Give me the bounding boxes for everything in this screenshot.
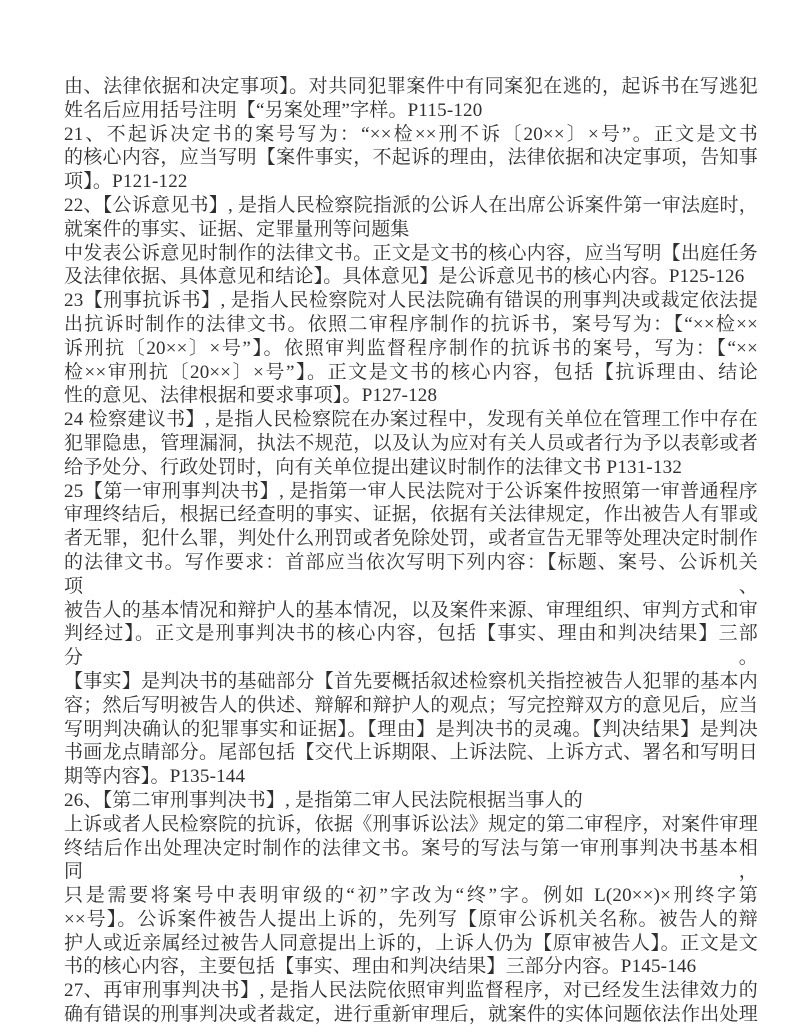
text-line: 24 检察建议书】, 是指人民检察院在办案过程中，发现有关单位在管理工作中存在 — [64, 409, 758, 431]
text-line: 由、法律依据和决定事项】。对共同犯罪案件中有同案犯在逃的，起诉书在写逃犯 — [64, 76, 758, 97]
text-line: 姓名后应用括号注明【“另案处理”字样。P115-120 — [64, 99, 483, 121]
text-line: 给予处分、行政处罚时，向有关单位提出建议时制作的法律文书 P131-132 — [64, 456, 683, 478]
text-line: 审理终结后，根据已经查明的事实、证据，依据有关法律规定，作出被告人有罪或 — [64, 504, 758, 526]
text-line: 项】。P121-122 — [64, 171, 188, 193]
text-line: 判经过】。正文是刑事判决书的核心内容，包括【事实、理由和判决结果】三部分。 — [64, 623, 758, 669]
text-line: 23【刑事抗诉书】, 是指人民检察院对人民法院确有错误的刑事判决或裁定依法提 — [64, 290, 758, 312]
document-page — [64, 75, 758, 1027]
text-line: 25【第一审刑事判决书】, 是指第一审人民法院对于公诉案件按照第一审普通程序 — [64, 480, 758, 502]
text-line: 的核心内容，应当写明【案件事实，不起诉的理由，法律依据和决定事项，告知事 — [64, 147, 758, 169]
text-line: 诉刑抗〔20××〕×号”】。依照审判监督程序制作的抗诉书的案号，写为：【“×× — [64, 337, 758, 359]
text-line: 就案件的事实、证据、定罪量刑等问题集 — [64, 218, 410, 240]
text-line: 上诉或者人民检察院的抗诉，依据《刑事诉讼法》规定的第二审程序，对案件审理 — [64, 813, 758, 835]
text-line: 书画龙点睛部分。尾部包括【交代上诉期限、上诉法院、上诉方式、署名和写明日 — [64, 742, 758, 764]
text-line: 21、不起诉决定书的案号写为：“××检××刑不诉〔20××〕×号”。正文是文书 — [64, 123, 758, 145]
text-line: 检××审刑抗〔20××〕×号”】。正文是文书的核心内容，包括【抗诉理由、结论 — [64, 361, 758, 383]
text-line: 确有错误的刑事判决或者裁定，进行重新审理后，就案件的实体问题依法作出处理 — [64, 1004, 758, 1026]
text-line: 者无罪，犯什么罪，判处什么刑罚或者免除处罚，或者宣告无罪等处理决定时制作 — [64, 528, 758, 550]
text-line: 26、【第二审刑事判决书】, 是指第二审人民法院根据当事人的 — [64, 789, 584, 811]
text-line: 终结后作出处理决定时制作的法律文书。案号的写法与第一审刑事判决书基本相同， — [64, 837, 758, 883]
text-line: 期等内容】。P135-144 — [64, 766, 246, 788]
text-line: 出抗诉时制作的法律文书。依照二审程序制作的抗诉书，案号写为：【“××检×× — [64, 313, 758, 335]
text-line: 中发表公诉意见时制作的法律文书。正文是文书的核心内容，应当写明【出庭任务 — [64, 242, 758, 264]
text-line: ××号】。公诉案件被告人提出上诉的，先列写【原审公诉机关名称。被告人的辩 — [64, 908, 758, 930]
text-line: 被告人的基本情况和辩护人的基本情况，以及案件来源、审理组织、审判方式和审 — [64, 599, 758, 621]
text-line: 容；然后写明被告人的供述、辩解和辩护人的观点；写完控辩双方的意见后，应当 — [64, 694, 758, 716]
text-line: 的法律文书。写作要求：首部应当依次写明下列内容：【标题、案号、公诉机关项、 — [64, 551, 758, 597]
text-line: 护人或近亲属经过被告人同意提出上诉的，上诉人仍为【原审被告人】。正文是文 — [64, 932, 758, 954]
text-line: 27、再审刑事判决书】, 是指人民法院依照审判监督程序，对已经发生法律效力的 — [64, 980, 758, 1002]
text-line: 性的意见、法律根据和要求事项】。P127-128 — [64, 385, 438, 407]
text-line: 只是需要将案号中表明审级的“初”字改为“终”字。例如 L(20××)×刑终字第 — [64, 885, 758, 907]
text-line: 犯罪隐患，管理漏洞，执法不规范，以及认为应对有关人员或者行为予以表彰或者 — [64, 432, 758, 454]
text-line: 写明判决确认的犯罪事实和证据】。【理由】是判决书的灵魂。【判决结果】是判决 — [64, 718, 758, 740]
text-line: 书的核心内容，主要包括【事实、理由和判决结果】三部分内容。P145-146 — [64, 956, 697, 978]
text-line: 22、【公诉意见书】, 是指人民检察院指派的公诉人在出席公诉案件第一审法庭时， — [64, 194, 758, 216]
text-line: 及法律依据、具体意见和结论】。具体意见】是公诉意见书的核心内容。P125-126 — [64, 266, 745, 288]
text-line: 【事实】是判决书的基础部分【首先要概括叙述检察机关指控被告人犯罪的基本内 — [64, 670, 758, 692]
